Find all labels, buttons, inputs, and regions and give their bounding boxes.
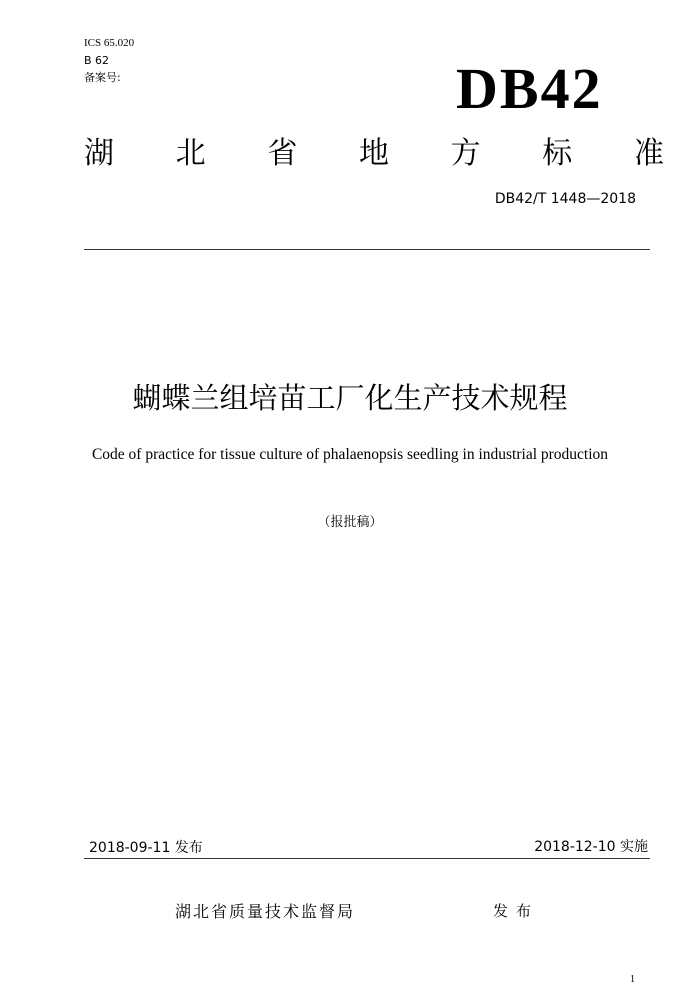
standard-logo: DB42 [456,56,603,121]
document-title-chinese: 蝴蝶兰组培苗工厂化生产技术规程 [132,381,568,415]
page-number: 1 [630,974,635,985]
issue-label: 发布 [493,902,540,920]
document-title-english: Code of practice for tissue culture of phalaenopsis seedling in industrial production [91,446,609,463]
province-title-char: 湖 [84,136,114,171]
draft-status-note: （报批稿） [317,515,383,530]
province-title-char: 北 [175,136,206,171]
ics-code: ICS 65.020 [84,37,135,49]
implementation-date: 2018-12-10 实施 [534,839,648,855]
issuing-authority: 湖北省质量技术监督局 [175,902,356,921]
province-title-char: 标 [542,136,573,171]
province-title-char: 地 [358,136,389,171]
province-standard-title [84,134,664,174]
record-number-label: 备案号: [84,71,121,84]
issue-date: 2018-09-11 发布 [89,840,203,856]
province-title-char: 方 [450,136,481,171]
province-title-char: 省 [267,136,298,171]
ccs-code: B 62 [84,54,110,67]
footer-divider [84,858,650,859]
standard-number: DB42/T 1448—2018 [494,191,636,207]
province-title-char: 准 [633,136,664,171]
header-divider [84,249,650,250]
